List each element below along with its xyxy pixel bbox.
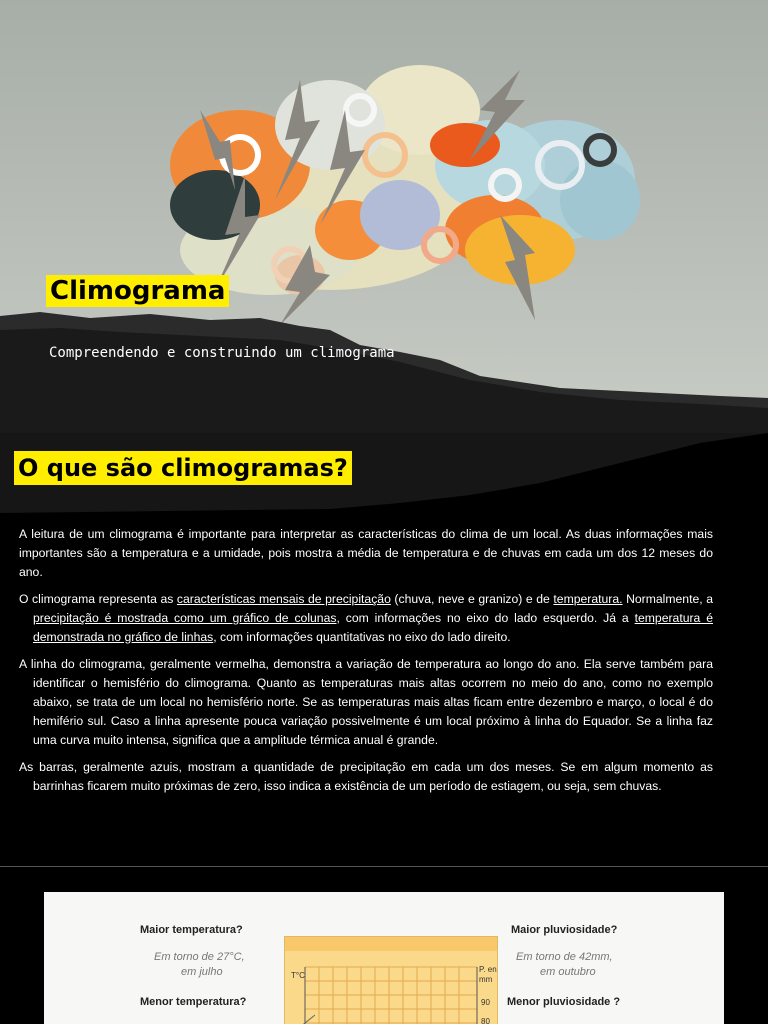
p2-underline-1: características mensais de precipitação <box>176 592 391 606</box>
p2-text-1: O climograma representa as <box>19 592 177 606</box>
cover-title: Climograma <box>50 276 226 306</box>
section-heading: O que são climogramas? <box>18 454 348 482</box>
slide-divider <box>0 866 768 867</box>
p2-text-5: , com informações quantitativas no eixo do lado direito. <box>213 630 511 644</box>
content-slide <box>0 433 768 866</box>
cover-slide <box>0 0 768 433</box>
p2-text-3: Normalmente, a <box>622 592 713 606</box>
axis-label-right-2: mm <box>479 975 493 984</box>
tick-80: 80 <box>481 1017 490 1024</box>
min-rain-question: Menor pluviosidade ? <box>507 996 621 1008</box>
max-rain-answer-1: Em torno de 42mm, <box>516 951 613 963</box>
max-temp-answer-1: Em torno de 27°C, <box>154 951 245 963</box>
section-heading-highlight <box>14 451 352 485</box>
figure-slide <box>44 892 724 1024</box>
cloud-gear-illustration <box>0 0 768 433</box>
p2-underline-2: temperatura. <box>553 592 623 606</box>
p2-text-2: (chuva, neve e granizo) e de <box>390 592 554 606</box>
axis-label-left: T°C <box>291 971 305 980</box>
p2-text-4: , com informações no eixo do lado esquerdo. Já a <box>336 611 635 625</box>
climogram-chart <box>284 936 498 1024</box>
axis-label-right-1: P. en <box>479 965 497 974</box>
tick-90: 90 <box>481 998 490 1007</box>
min-temp-question: Menor temperatura? <box>140 996 247 1008</box>
p2-underline-4: temperatura é demonstrada no gráfico de linhas <box>33 611 713 644</box>
paragraph-2 <box>19 590 713 647</box>
paragraph-4: As barras, geralmente azuis, mostram a quantidade de precipitação em cada um dos meses. Se em algum momento as barrinhas ficarem muito próximas de zero, isso indica a existência de um período de estiagem, ou seja, sem chuvas. <box>19 760 713 793</box>
section-body <box>19 525 713 804</box>
max-temp-question: Maior temperatura? <box>140 924 243 936</box>
cover-subtitle: Compreendendo e construindo um climograma <box>49 345 395 361</box>
cover-title-highlight <box>46 275 229 307</box>
chart-grid <box>285 937 497 1024</box>
max-rain-answer-2: em outubro <box>540 966 596 978</box>
paragraph-3: A linha do climograma, geralmente vermelha, demonstra a variação de temperatura ao longo do ano. Ela serve também para identificar o hemisfério do climograma. Quanto as temperaturas mais altas ocorrem no meio do ano, como no exemplo abaixo, se trata de um local no hemisfério norte. Se as temperaturas mais altas ficam entre dezembro e março, o local é do hemifério sul. Caso a linha apresente pouca variação possivelmente é um local próximo à linha do Equador. Se a linha faz uma curva muito intensa, significa que a amplitude térmica anual é grande. <box>19 657 713 747</box>
max-rain-question: Maior pluviosidade? <box>511 924 618 936</box>
paragraph-1: A leitura de um climograma é importante para interpretar as características do clima de um local. As duas informações mais importantes são a temperatura e a umidade, pois mostra a média de temperatura e de chuvas em cada um dos 12 meses do ano. <box>19 527 713 579</box>
p2-underline-3: precipitação é mostrada como um gráfico de colunas <box>33 611 337 625</box>
max-temp-answer-2: em julho <box>181 966 223 978</box>
